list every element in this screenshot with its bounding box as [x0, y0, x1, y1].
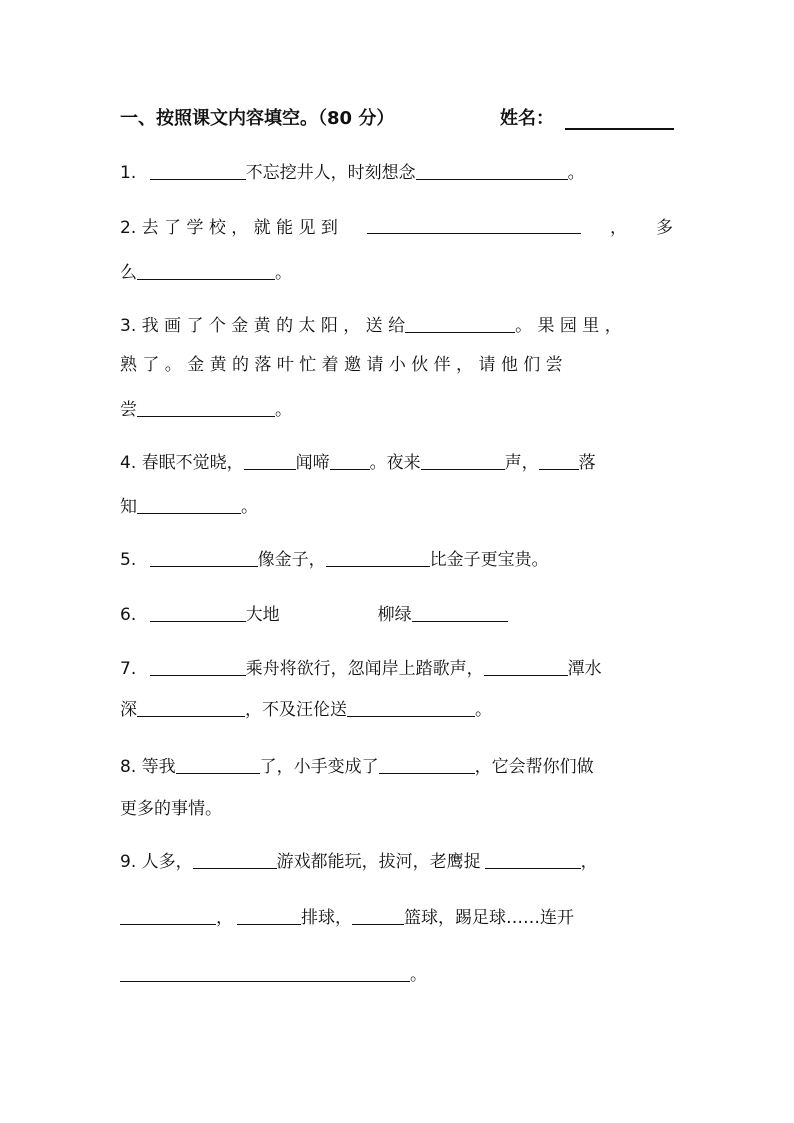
answer-blank[interactable] [352, 906, 404, 925]
answer-blank[interactable] [412, 603, 508, 622]
question-2-cont [120, 260, 292, 286]
question-number: 1. [120, 163, 137, 183]
question-number: 5. [120, 550, 137, 570]
answer-blank[interactable] [137, 495, 241, 514]
question-number: 7. [120, 659, 137, 679]
answer-blank[interactable] [150, 657, 246, 676]
question-7-cont [120, 697, 492, 723]
question-3 [120, 313, 622, 339]
question-text: 更多的事情。 [120, 799, 222, 819]
question-2 [120, 215, 673, 241]
question-9-cont [120, 905, 574, 931]
question-text: 。 果 园 里 ， [515, 316, 622, 336]
question-text: 我 画 了 个 金 黄 的 太 阳 ， 送 给 [141, 316, 406, 336]
question-1 [120, 160, 585, 186]
answer-blank[interactable] [193, 850, 277, 869]
question-7 [120, 656, 602, 682]
question-text: 声， [504, 453, 539, 473]
question-text: 乘舟将欲行，忽闻岸上踏歌声， [245, 659, 484, 679]
answer-blank[interactable] [150, 161, 246, 180]
answer-blank[interactable] [150, 548, 258, 567]
name-label: 姓名： [500, 108, 554, 129]
question-text: 不忘挖井人，时刻想念 [245, 163, 416, 183]
question-text: 游戏都能玩，拔河，老鹰捉 [276, 852, 481, 872]
question-9 [120, 849, 598, 875]
question-text: 柳绿 [377, 605, 412, 625]
question-text: 了，小手变成了 [259, 757, 379, 777]
question-8-cont [120, 796, 222, 822]
question-6 [120, 602, 508, 628]
answer-blank[interactable] [326, 548, 430, 567]
question-text: 。夜来 [369, 453, 421, 473]
question-5 [120, 547, 549, 573]
answer-blank[interactable] [330, 451, 370, 470]
question-text: 尝 [120, 400, 137, 420]
question-text: ，它会帮你们做 [474, 757, 594, 777]
question-text: ， [609, 218, 627, 238]
question-text: 去 了 学 校 ， 就 能 见 到 [141, 218, 338, 238]
answer-blank[interactable] [120, 906, 216, 925]
answer-blank[interactable] [244, 451, 296, 470]
answer-blank[interactable] [421, 451, 505, 470]
question-number: 4. [120, 453, 137, 473]
answer-blank[interactable] [137, 398, 275, 417]
section-header [120, 104, 674, 134]
question-number: 3. [120, 316, 137, 336]
question-text: ， [216, 908, 233, 928]
question-4-cont [120, 494, 258, 520]
question-text: 潭水 [567, 659, 602, 679]
question-text: ，不及汪伦送 [245, 700, 347, 720]
question-text: 多 [655, 218, 673, 238]
question-text: 春眠不觉晓， [141, 453, 244, 473]
name-blank[interactable] [565, 128, 674, 130]
question-text: 熟 了 。 金 黄 的 落 叶 忙 着 邀 请 小 伙 伴 ， 请 他 们 尝 [120, 355, 563, 375]
section-title: 一、按照课文内容填空。（80 分） [120, 108, 395, 129]
answer-blank[interactable] [539, 451, 579, 470]
question-text: 人多， [141, 852, 193, 872]
question-text: 等我 [141, 757, 176, 777]
question-number: 6. [120, 605, 137, 625]
question-text: 比金子更宝贵。 [429, 550, 549, 570]
question-number: 9. [120, 852, 137, 872]
question-3-cont [120, 352, 563, 378]
question-text: 篮球，踢足球……连开 [404, 908, 574, 928]
question-number: 8. [120, 757, 137, 777]
answer-blank[interactable] [237, 906, 301, 925]
question-text: 落 [578, 453, 596, 473]
question-number: 2. [120, 218, 137, 238]
question-text: 。 [275, 263, 292, 283]
answer-blank[interactable] [347, 698, 475, 717]
question-9-cont2 [120, 962, 427, 988]
answer-blank[interactable] [176, 755, 260, 774]
answer-blank[interactable] [367, 215, 581, 234]
question-text: 大地 [245, 605, 280, 625]
question-text: 么 [120, 263, 137, 283]
question-text: 。 [475, 700, 492, 720]
answer-blank[interactable] [137, 261, 275, 280]
question-text: 深 [120, 700, 137, 720]
answer-blank[interactable] [137, 698, 245, 717]
question-text: 。 [275, 400, 292, 420]
question-text: 排球， [301, 908, 352, 928]
question-4 [120, 450, 596, 476]
question-3-cont2 [120, 397, 292, 423]
answer-blank[interactable] [120, 963, 410, 982]
answer-blank[interactable] [405, 314, 515, 333]
answer-blank[interactable] [379, 755, 475, 774]
answer-blank[interactable] [150, 603, 246, 622]
question-8 [120, 754, 594, 780]
question-text: 。 [241, 497, 258, 517]
question-text: 知 [120, 497, 137, 517]
answer-blank[interactable] [484, 657, 568, 676]
answer-blank[interactable] [485, 850, 581, 869]
question-text: 像金子， [257, 550, 326, 570]
question-text: 闻啼 [295, 453, 330, 473]
question-text: 。 [567, 163, 585, 183]
answer-blank[interactable] [416, 161, 568, 180]
question-text: 。 [410, 965, 427, 985]
question-text: ， [580, 852, 598, 872]
